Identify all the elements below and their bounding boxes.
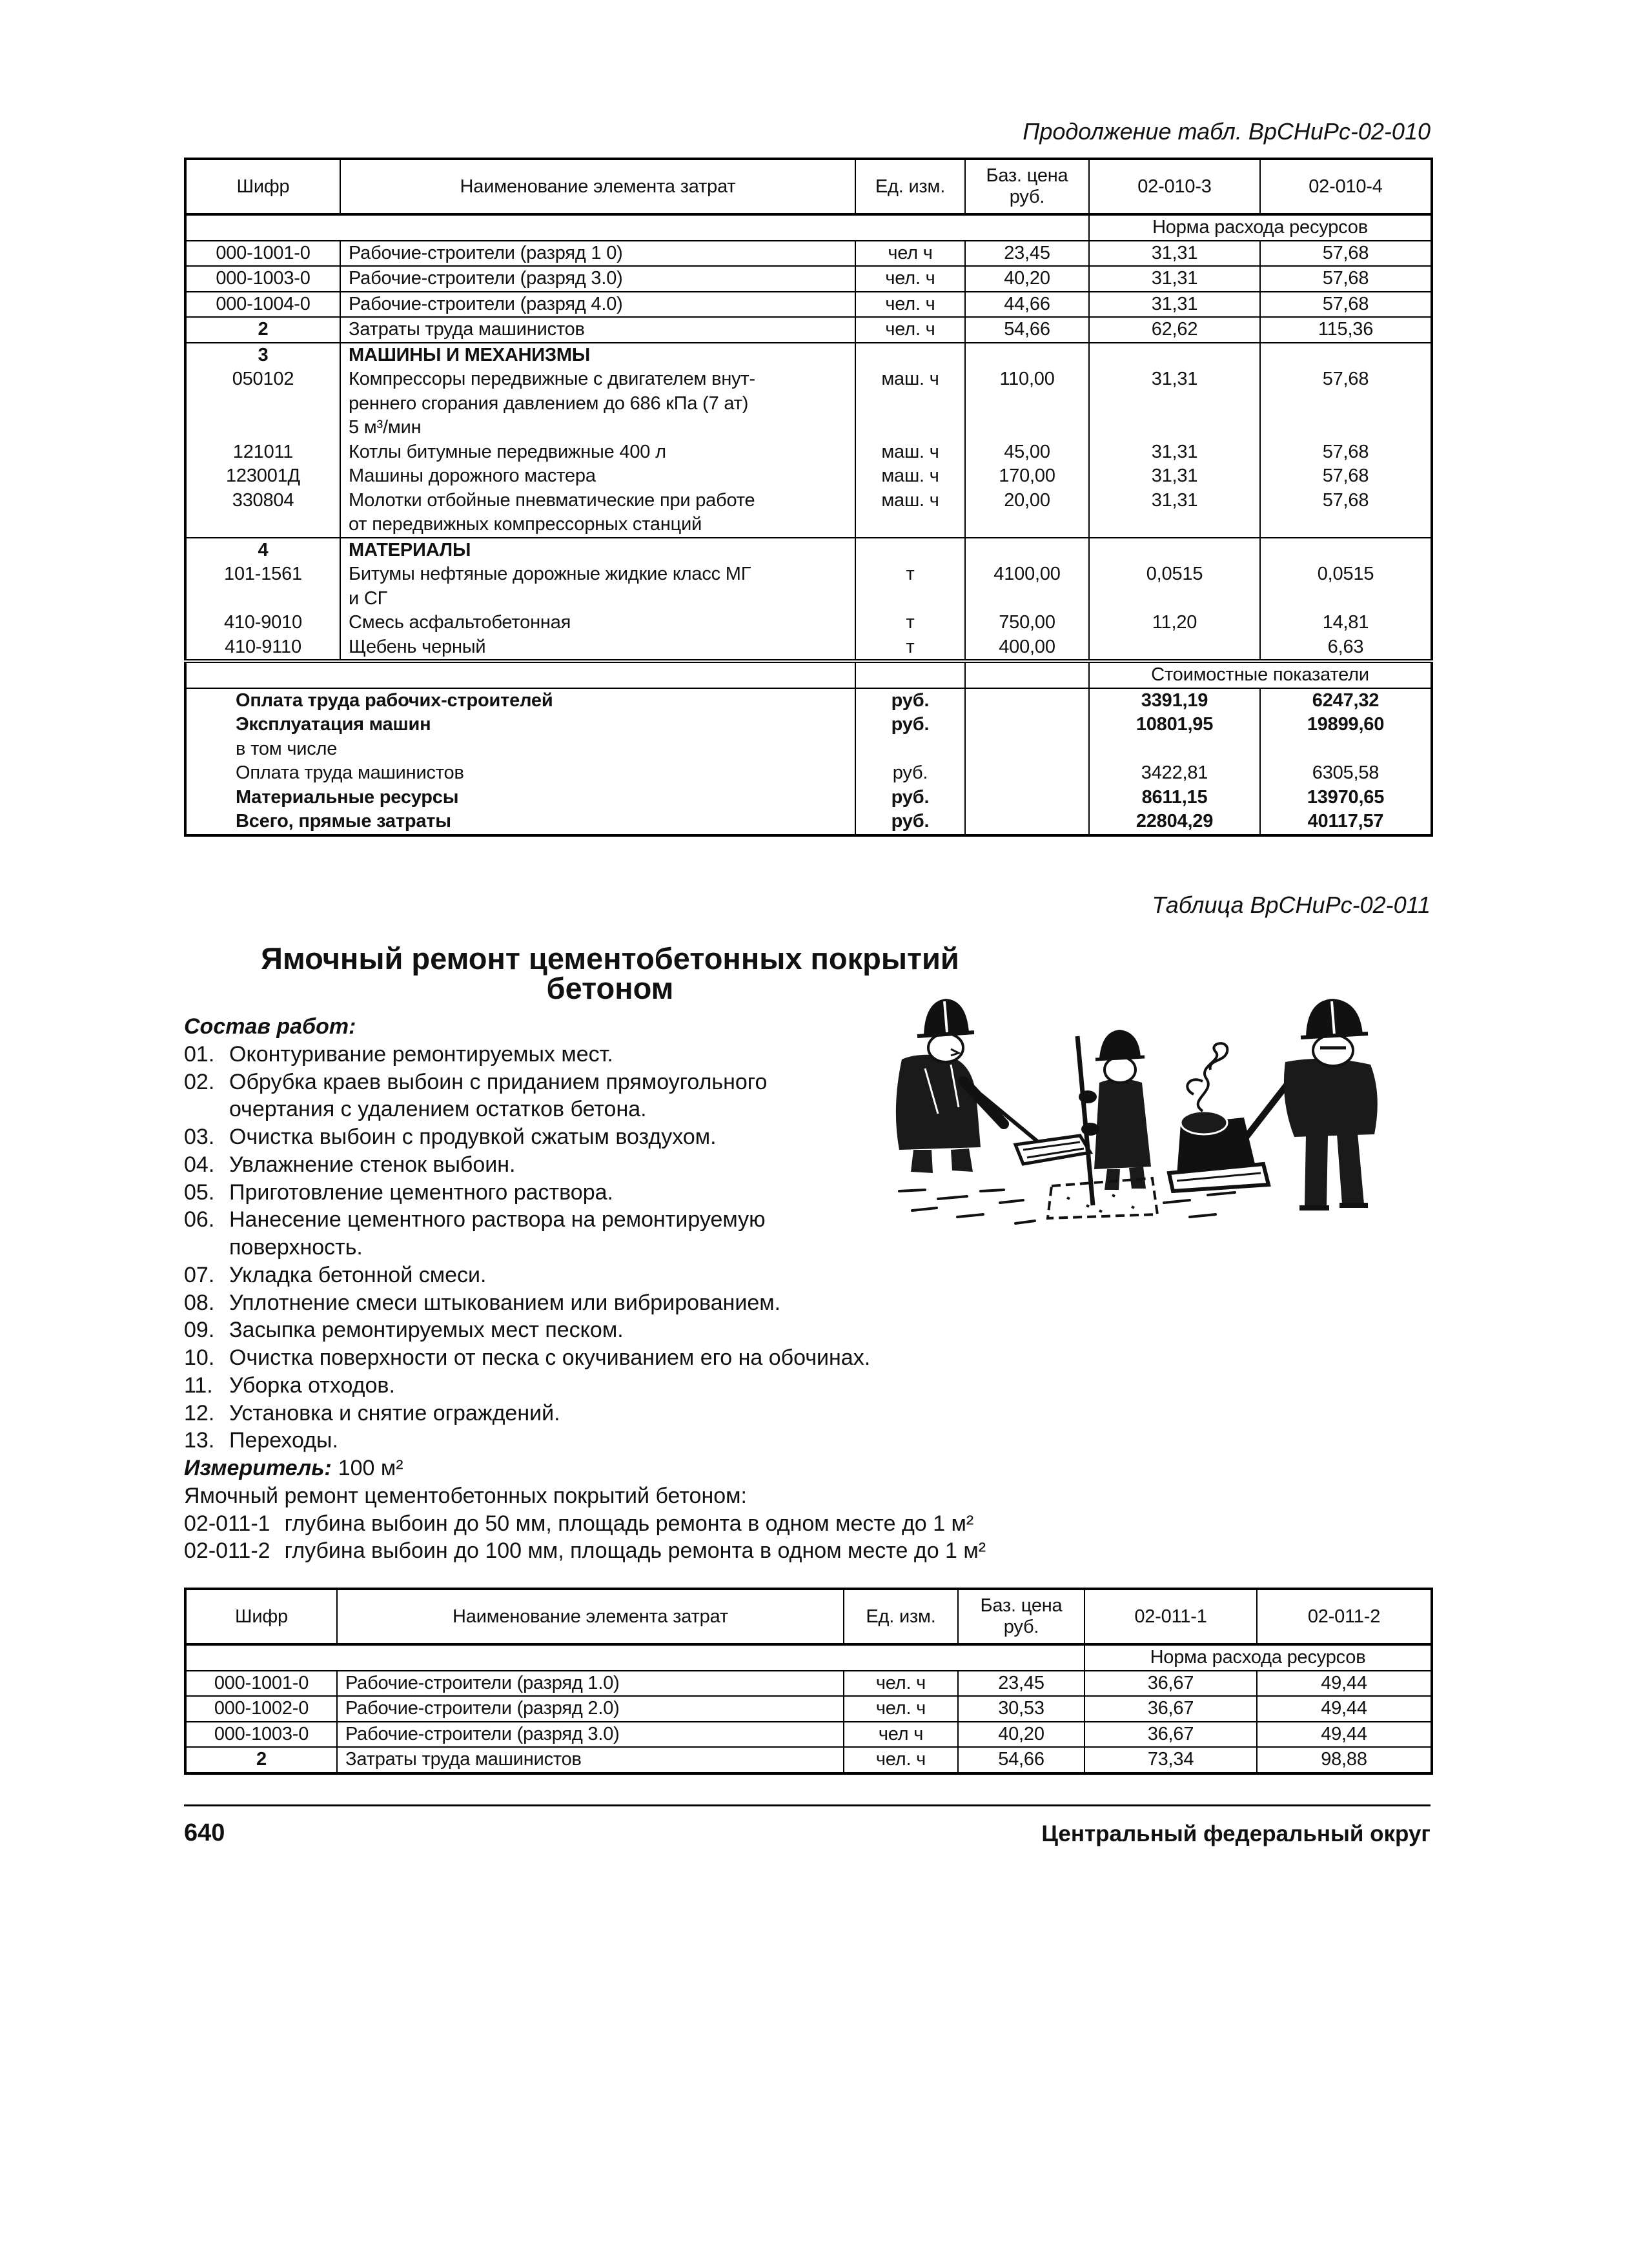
cell-base-price (965, 343, 1089, 368)
cost-row (185, 810, 1432, 835)
work-item-text: Очистка выбоин с продувкой сжатым воздухом. (229, 1125, 717, 1149)
work-item-text: Уплотнение смеси штыкованием или вибрированием. (229, 1290, 781, 1315)
variant-text: глубина выбоин до 50 мм, площадь ремонта в одном месте до 1 м² (284, 1511, 974, 1536)
norm-row-spacer (185, 214, 1089, 241)
cell-base-price: 54,66 (965, 317, 1089, 343)
cell-unit: чел. ч (855, 292, 965, 318)
table-body (185, 159, 1432, 835)
column-header: 02-011-2 (1257, 1589, 1432, 1644)
cell-norm-1: 31,31 (1089, 464, 1260, 489)
cell-norm-1: 31,31 (1089, 241, 1260, 267)
cell-norm-2: 57,68 (1260, 464, 1432, 489)
table-caption: Таблица ВрСНиРс-02-011 (1152, 892, 1431, 918)
cell-unit: чел. ч (844, 1671, 958, 1697)
cost-row (185, 713, 1432, 737)
cell-base-price (965, 538, 1089, 563)
cell-base-price: 750,00 (965, 611, 1089, 635)
cost-row-value-1: 3391,19 (1089, 688, 1260, 713)
cell-code: 000-1001-0 (185, 1671, 337, 1697)
cell-base-price: 4100,00 (965, 562, 1089, 611)
cell-name: Рабочие-строители (разряд 1.0) (337, 1671, 844, 1697)
work-item-text: Очистка поверхности от песка с окучиванием его на обочинах. (229, 1345, 871, 1370)
cell-norm-2: 57,68 (1260, 367, 1432, 440)
cost-row-value-2: 13970,65 (1260, 786, 1432, 810)
table-row (185, 1747, 1432, 1773)
cell-unit: чел. ч (844, 1696, 958, 1722)
work-item-number: 01. (184, 1041, 215, 1067)
norm-row-spacer (185, 1644, 1085, 1671)
table-row (185, 241, 1432, 267)
cell-unit: т (855, 611, 965, 635)
header-row (185, 1589, 1432, 1644)
cell-norm-2: 6,63 (1260, 635, 1432, 662)
cost-row-base-price (965, 688, 1089, 713)
work-item-number: 04. (184, 1152, 215, 1177)
column-header: Наименование элемента затрат (337, 1589, 844, 1644)
cell-name: МАТЕРИАЛЫ (340, 538, 855, 563)
table-row (185, 489, 1432, 538)
cell-base-price: 54,66 (958, 1747, 1085, 1773)
cost-row-unit (855, 737, 965, 762)
work-item (184, 1344, 986, 1372)
norm-label: Норма расхода ресурсов (1089, 214, 1432, 241)
cost-row-base-price (965, 713, 1089, 737)
column-header: Наименование элемента затрат (340, 159, 855, 214)
resource-table-02-011 (184, 1588, 1433, 1775)
cell-norm-2: 57,68 (1260, 489, 1432, 538)
cell-code: 410-9110 (185, 635, 340, 662)
work-item-text: Нанесение цементного раствора на ремонтируемую поверхность. (229, 1207, 766, 1260)
norm-label: Норма расхода ресурсов (1085, 1644, 1432, 1671)
cost-row-unit: руб. (855, 810, 965, 835)
cost-row (185, 688, 1432, 713)
measure-value: 100 м² (338, 1456, 403, 1480)
work-item-text: Переходы. (229, 1428, 338, 1453)
variant-list (184, 1510, 986, 1566)
work-item (184, 1316, 986, 1344)
cell-norm-1: 11,20 (1089, 611, 1260, 635)
cell-code: 123001Д (185, 464, 340, 489)
cell-name: Котлы битумные передвижные 400 л (340, 440, 855, 465)
work-item-text: Установка и снятие ограждений. (229, 1400, 560, 1425)
workers-illustration (854, 997, 1383, 1243)
column-header: 02-011-1 (1085, 1589, 1257, 1644)
cost-row-value-1 (1089, 737, 1260, 762)
cost-row-value-1: 3422,81 (1089, 761, 1260, 786)
cell-norm-1: 31,31 (1089, 440, 1260, 465)
column-header: Шифр (185, 1589, 337, 1644)
cost-row-label: в том числе (185, 737, 855, 762)
cell-norm-1 (1089, 635, 1260, 662)
cell-base-price: 23,45 (965, 241, 1089, 267)
cell-name: Рабочие-строители (разряд 4.0) (340, 292, 855, 318)
cell-unit: чел ч (855, 241, 965, 267)
cost-row (185, 761, 1432, 786)
cell-name: Щебень черный (340, 635, 855, 662)
table-row (185, 562, 1432, 611)
cell-code: 000-1001-0 (185, 241, 340, 267)
cell-code: 000-1002-0 (185, 1696, 337, 1722)
work-item (184, 1372, 986, 1400)
worker-left (896, 999, 1090, 1173)
cell-code: 2 (185, 1747, 337, 1773)
work-item-number: 03. (184, 1125, 215, 1149)
cost-row-base-price (965, 737, 1089, 762)
table-row (185, 538, 1432, 563)
table-row (185, 464, 1432, 489)
cell-code: 121011 (185, 440, 340, 465)
cell-norm-1: 62,62 (1089, 317, 1260, 343)
cell-norm-1: 36,67 (1085, 1722, 1257, 1748)
cell-code: 000-1004-0 (185, 292, 340, 318)
variant-text: глубина выбоин до 100 мм, площадь ремонта в одном месте до 1 м² (284, 1538, 986, 1564)
cell-base-price: 44,66 (965, 292, 1089, 318)
cell-name: Молотки отбойные пневматические при работе от передвижных компрессорных станций (340, 489, 855, 538)
cost-row-value-2: 19899,60 (1260, 713, 1432, 737)
smoke (1187, 1043, 1227, 1111)
cell-name: Рабочие-строители (разряд 3.0) (340, 266, 855, 292)
cell-norm-1: 36,67 (1085, 1671, 1257, 1697)
cell-norm-1: 73,34 (1085, 1747, 1257, 1773)
cost-row-unit: руб. (855, 688, 965, 713)
cell-norm-1: 31,31 (1089, 489, 1260, 538)
cell-norm-2 (1260, 538, 1432, 563)
cell-name: МАШИНЫ И МЕХАНИЗМЫ (340, 343, 855, 368)
cell-unit (855, 343, 965, 368)
cell-unit: маш. ч (855, 367, 965, 440)
table-row (185, 292, 1432, 318)
cost-row-value-2: 6305,58 (1260, 761, 1432, 786)
cell-norm-2: 49,44 (1257, 1696, 1432, 1722)
footer-region: Центральный федеральный округ (1041, 1821, 1431, 1846)
cell-norm-2: 0,0515 (1260, 562, 1432, 611)
work-item-text: Уборка отходов. (229, 1373, 395, 1398)
cost-row-unit: руб. (855, 786, 965, 810)
page-number: 640 (184, 1819, 225, 1846)
cost-row-base-price (965, 810, 1089, 835)
header-row (185, 159, 1432, 214)
cost-row-value-1: 10801,95 (1089, 713, 1260, 737)
cell-name: Смесь асфальтобетонная (340, 611, 855, 635)
cost-row-value-1: 8611,15 (1089, 786, 1260, 810)
cell-unit: маш. ч (855, 489, 965, 538)
cell-norm-2: 98,88 (1257, 1747, 1432, 1773)
cell-norm-2: 49,44 (1257, 1722, 1432, 1748)
cost-row-label: Оплата труда машинистов (185, 761, 855, 786)
work-item-number: 10. (184, 1345, 215, 1370)
cell-base-price: 40,20 (965, 266, 1089, 292)
column-header: 02-010-3 (1089, 159, 1260, 214)
cell-name: Рабочие-строители (разряд 2.0) (337, 1696, 844, 1722)
cost-row (185, 786, 1432, 810)
cell-name: Затраты труда машинистов (337, 1747, 844, 1773)
cell-base-price: 30,53 (958, 1696, 1085, 1722)
cell-unit: чел ч (844, 1722, 958, 1748)
resource-table-02-010 (184, 158, 1433, 837)
section-description: Ямочный ремонт цементобетонных покрытий бетоном: (184, 1483, 747, 1508)
cost-header-spacer (185, 661, 855, 688)
cell-norm-2: 57,68 (1260, 292, 1432, 318)
cell-unit: маш. ч (855, 464, 965, 489)
norm-row (185, 1644, 1432, 1671)
work-item-number: 08. (184, 1290, 215, 1315)
cell-base-price: 170,00 (965, 464, 1089, 489)
cost-header-spacer (855, 661, 965, 688)
cost-row-label: Эксплуатация машин (185, 713, 855, 737)
cell-name: Рабочие-строители (разряд 3.0) (337, 1722, 844, 1748)
column-header: Ед. изм. (855, 159, 965, 214)
norm-row (185, 214, 1432, 241)
cost-header-row (185, 661, 1432, 688)
variant-line (184, 1537, 986, 1565)
cell-base-price: 400,00 (965, 635, 1089, 662)
table-row (185, 1696, 1432, 1722)
variant-code: 02-011-2 (184, 1538, 270, 1564)
work-item-number: 02. (184, 1069, 215, 1094)
cell-name: Компрессоры передвижные с двигателем внут- реннего сгорания давлением до 686 кПа (7 ат) 5 м³/мин (340, 367, 855, 440)
cell-norm-2: 49,44 (1257, 1671, 1432, 1697)
cell-name: Машины дорожного мастера (340, 464, 855, 489)
table-body (185, 1589, 1432, 1773)
cell-norm-1: 36,67 (1085, 1696, 1257, 1722)
table-row (185, 266, 1432, 292)
cell-code: 000-1003-0 (185, 266, 340, 292)
work-item (184, 1400, 986, 1427)
cell-unit: т (855, 635, 965, 662)
cost-row-label: Всего, прямые затраты (185, 810, 855, 835)
cost-row-unit: руб. (855, 713, 965, 737)
table-row (185, 1722, 1432, 1748)
cell-base-price: 20,00 (965, 489, 1089, 538)
cell-base-price: 110,00 (965, 367, 1089, 440)
continuation-caption: Продолжение табл. ВрСНиРс-02-010 (1023, 118, 1431, 145)
work-item-number: 07. (184, 1262, 215, 1287)
cell-norm-1: 31,31 (1089, 266, 1260, 292)
column-header: 02-010-4 (1260, 159, 1432, 214)
cost-row-value-1: 22804,29 (1089, 810, 1260, 835)
cost-row-base-price (965, 786, 1089, 810)
variant-line (184, 1510, 986, 1538)
column-header: Ед. изм. (844, 1589, 958, 1644)
cost-row-label: Материальные ресурсы (185, 786, 855, 810)
measure-label: Измеритель: (184, 1456, 332, 1480)
work-item-number: 13. (184, 1428, 215, 1453)
work-item-number: 06. (184, 1207, 215, 1232)
variant-code: 02-011-1 (184, 1511, 270, 1536)
footer-rule (184, 1804, 1431, 1806)
cell-norm-2 (1260, 343, 1432, 368)
work-item-text: Обрубка краев выбоин с приданием прямоугольного очертания с удалением остатков бетона. (229, 1069, 768, 1122)
cell-norm-2: 57,68 (1260, 241, 1432, 267)
cell-base-price: 40,20 (958, 1722, 1085, 1748)
cell-norm-1: 0,0515 (1089, 562, 1260, 611)
cell-norm-1 (1089, 343, 1260, 368)
cell-code: 2 (185, 317, 340, 343)
cost-row-base-price (965, 761, 1089, 786)
work-item-text: Засыпка ремонтируемых мест песком. (229, 1318, 624, 1343)
cell-name: Битумы нефтяные дорожные жидкие класс МГ и СГ (340, 562, 855, 611)
measure-line (184, 1455, 986, 1482)
cell-norm-2: 115,36 (1260, 317, 1432, 343)
cell-code: 330804 (185, 489, 340, 538)
cell-norm-2: 14,81 (1260, 611, 1432, 635)
work-item-text: Оконтуривание ремонтируемых мест. (229, 1041, 613, 1067)
column-header: Баз. цена руб. (958, 1589, 1085, 1644)
cell-code: 3 (185, 343, 340, 368)
cost-row-unit: руб. (855, 761, 965, 786)
cell-unit: маш. ч (855, 440, 965, 465)
table-row (185, 317, 1432, 343)
table-row (185, 1671, 1432, 1697)
cell-code: 101-1561 (185, 562, 340, 611)
cell-code: 410-9010 (185, 611, 340, 635)
column-header: Шифр (185, 159, 340, 214)
work-item-number: 12. (184, 1400, 215, 1425)
cost-label: Стоимостные показатели (1089, 661, 1432, 688)
worker-middle (1048, 1030, 1157, 1218)
work-item (184, 1262, 986, 1289)
cost-row (185, 737, 1432, 762)
table-row (185, 343, 1432, 368)
work-item-text: Увлажнение стенок выбоин. (229, 1152, 516, 1177)
section-title: Ямочный ремонт цементобетонных покрытий бетоном (261, 941, 959, 1005)
work-item-number: 05. (184, 1180, 215, 1205)
cost-row-value-2 (1260, 737, 1432, 762)
cell-unit (855, 538, 965, 563)
cell-base-price: 23,45 (958, 1671, 1085, 1697)
cell-norm-2: 57,68 (1260, 440, 1432, 465)
cost-header-spacer (965, 661, 1089, 688)
cell-code: 050102 (185, 367, 340, 440)
cost-row-label: Оплата труда рабочих-строителей (185, 688, 855, 713)
cell-name: Затраты труда машинистов (340, 317, 855, 343)
column-header: Баз. цена руб. (965, 159, 1089, 214)
work-heading: Состав работ: (184, 1014, 356, 1039)
work-item (184, 1289, 986, 1317)
table-row (185, 611, 1432, 635)
cost-row-value-2: 40117,57 (1260, 810, 1432, 835)
work-item-number: 09. (184, 1318, 215, 1343)
work-item-number: 11. (184, 1373, 213, 1398)
cell-name: Рабочие-строители (разряд 1 0) (340, 241, 855, 267)
work-item-text: Приготовление цементного раствора. (229, 1180, 613, 1205)
work-item (184, 1427, 986, 1455)
cell-base-price: 45,00 (965, 440, 1089, 465)
cell-code: 000-1003-0 (185, 1722, 337, 1748)
cell-code: 4 (185, 538, 340, 563)
cell-norm-1: 31,31 (1089, 292, 1260, 318)
table-row (185, 635, 1432, 662)
cell-unit: чел. ч (855, 317, 965, 343)
work-item-text: Укладка бетонной смеси. (229, 1262, 487, 1287)
cell-unit: т (855, 562, 965, 611)
cell-norm-1: 31,31 (1089, 367, 1260, 440)
cell-unit: чел. ч (844, 1747, 958, 1773)
table-row (185, 440, 1432, 465)
cell-unit: чел. ч (855, 266, 965, 292)
cell-norm-1 (1089, 538, 1260, 563)
cost-row-value-2: 6247,32 (1260, 688, 1432, 713)
table-row (185, 367, 1432, 440)
cell-norm-2: 57,68 (1260, 266, 1432, 292)
